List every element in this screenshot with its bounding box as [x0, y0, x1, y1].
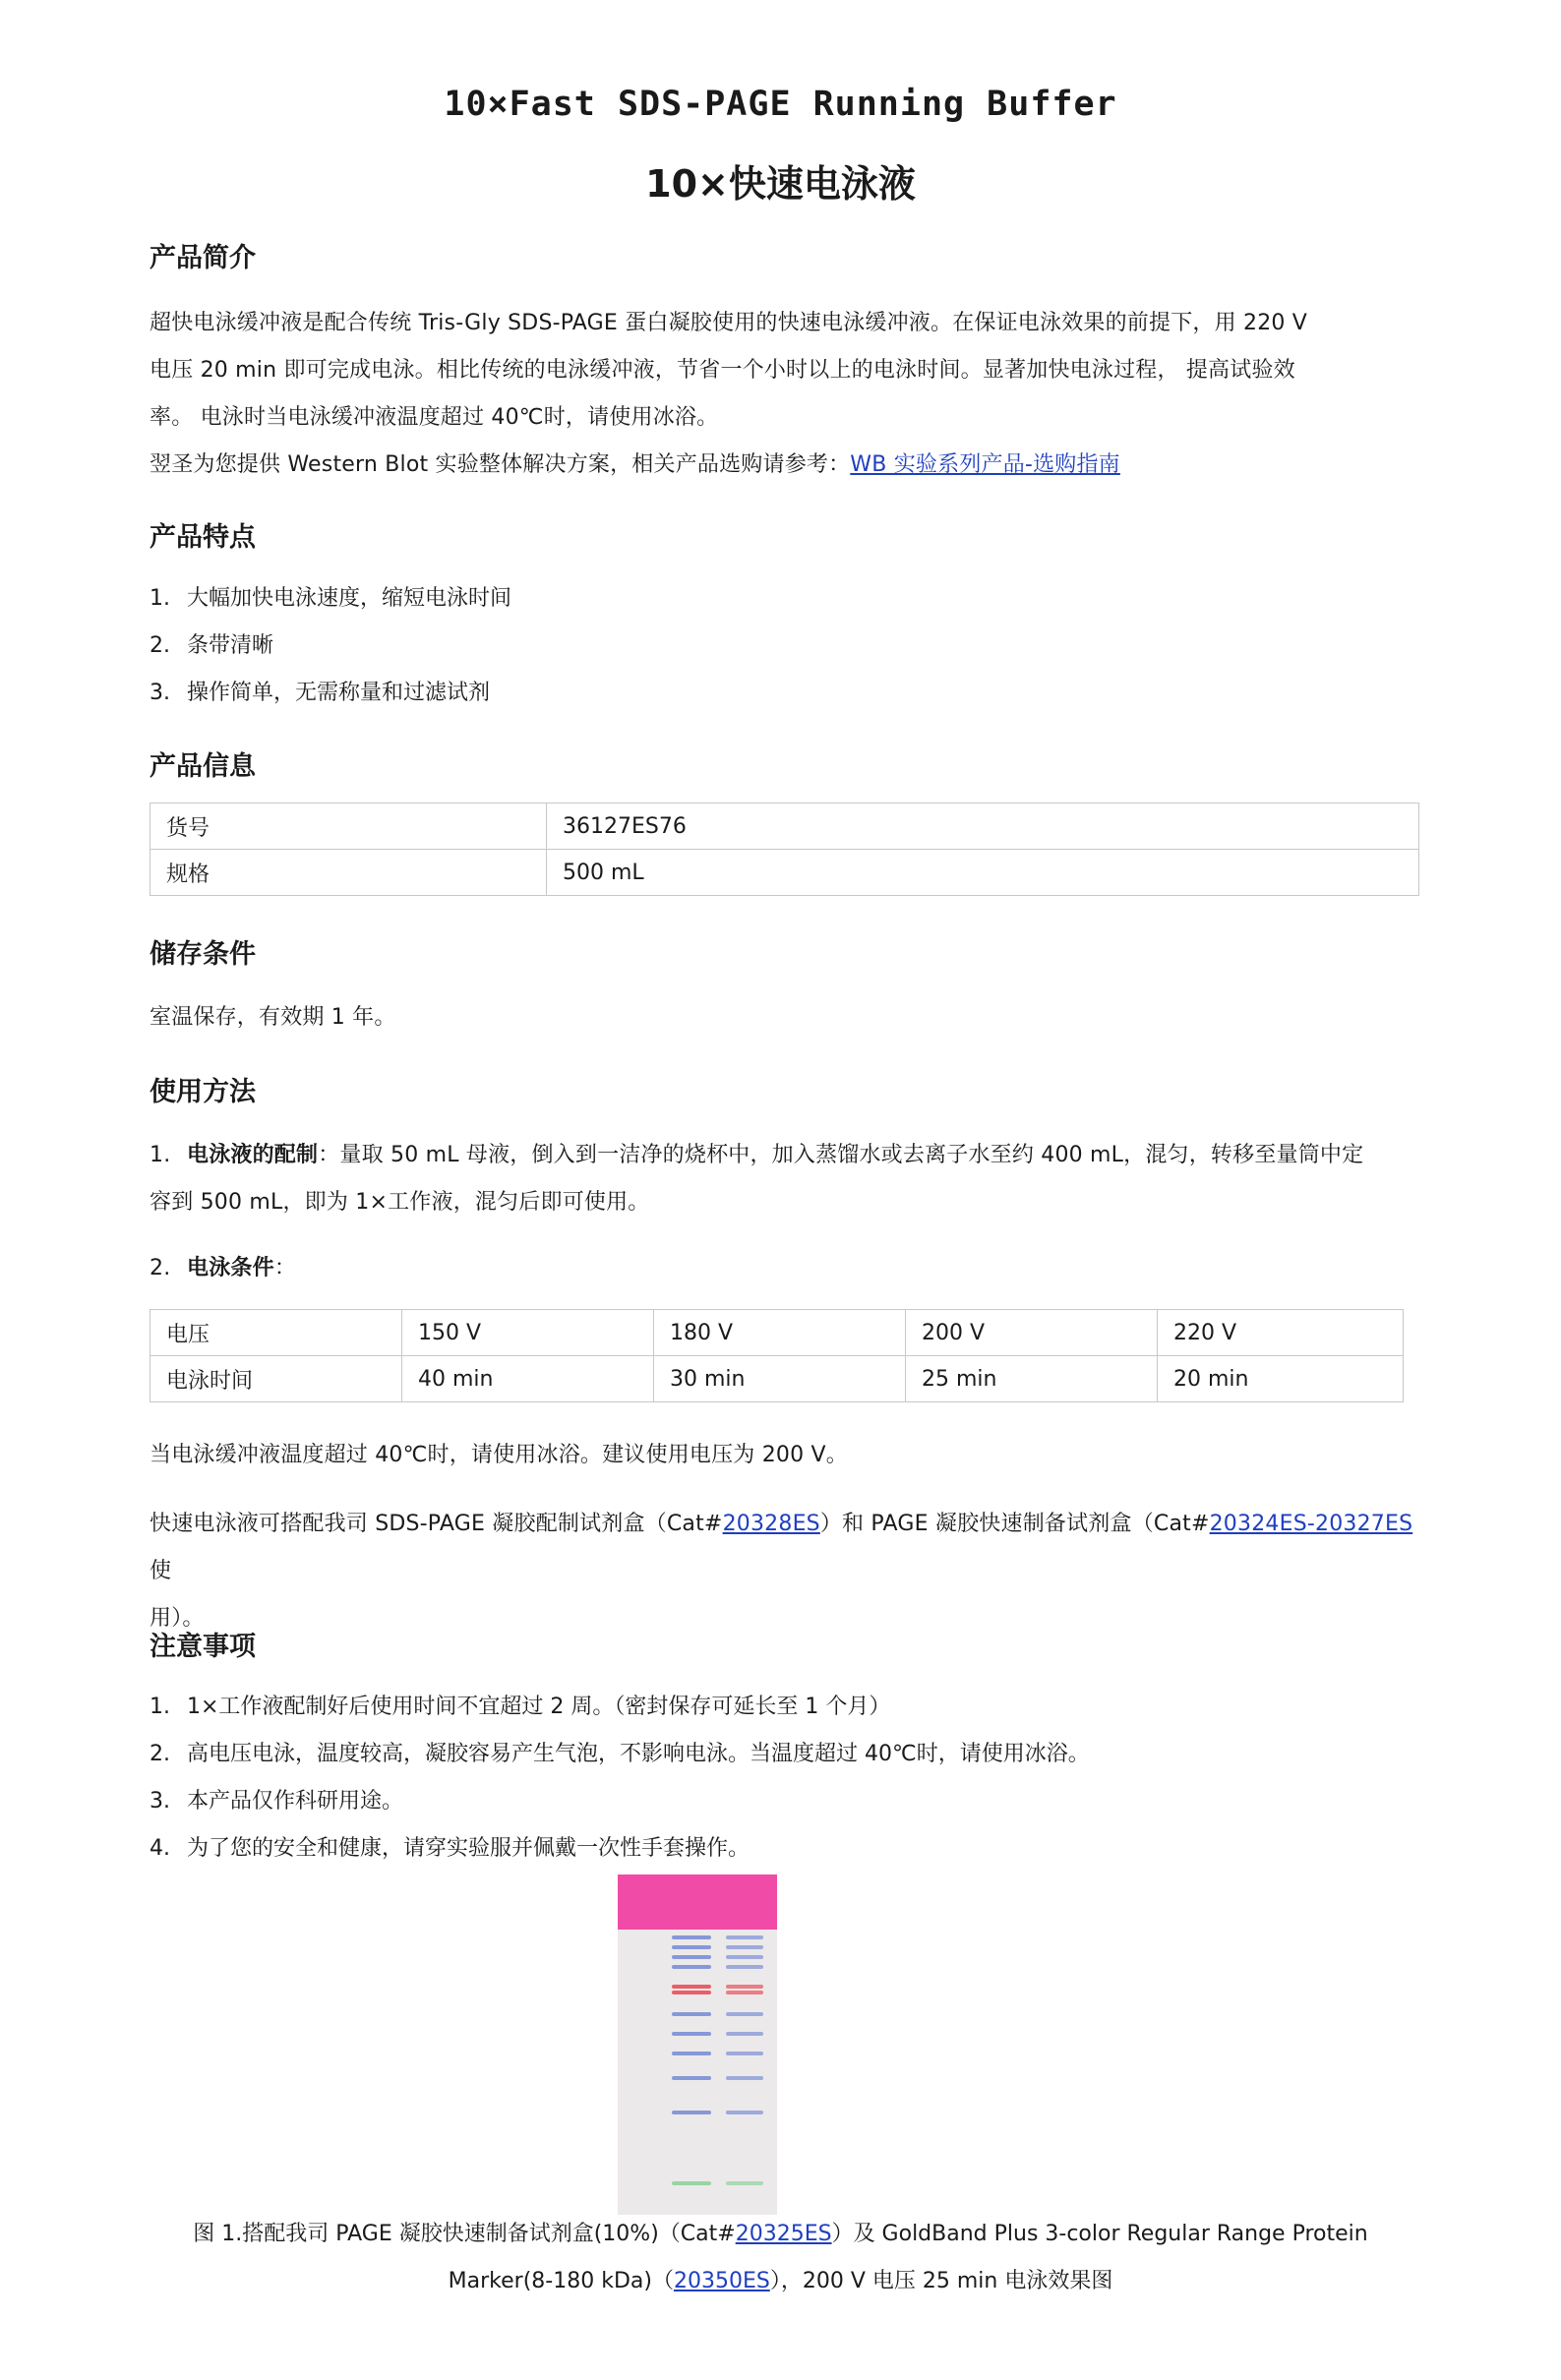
gel-band — [672, 2181, 711, 2185]
wb-guide-link[interactable]: WB 实验系列产品-选购指南 — [850, 452, 1120, 477]
table-cell: 电压 — [150, 1310, 402, 1356]
note-2-text-a: 快速电泳液可搭配我司 SDS-PAGE 凝胶配制试剂盒（Cat# — [150, 1512, 723, 1536]
caption-text-a: 图 1.搭配我司 PAGE 凝胶快速制备试剂盒(10%)（Cat# — [193, 2222, 736, 2246]
notes-text: 高电压电泳，温度较高，凝胶容易产生气泡，不影响电泳。当温度超过 40℃时，请使用冰浴。 — [187, 1742, 1090, 1766]
notes-num: 4. — [150, 1836, 170, 1861]
gel-band — [726, 2052, 763, 2055]
table-cell: 40 min — [402, 1356, 654, 1402]
gel-band — [726, 2032, 763, 2036]
heading-notes: 注意事项 — [150, 1632, 256, 1662]
notes-text: 1×工作液配制好后使用时间不宜超过 2 周。（密封保存可延长至 1 个月） — [187, 1695, 891, 1719]
heading-info: 产品信息 — [150, 751, 256, 782]
table-cell: 30 min — [654, 1356, 906, 1402]
heading-usage: 使用方法 — [150, 1077, 256, 1107]
usage-step-2 — [150, 1245, 1418, 1292]
notes-num: 1. — [150, 1695, 170, 1719]
cat-20325es-link[interactable]: 20325ES — [735, 2222, 832, 2246]
intro-line-4-text: 翌圣为您提供 Western Blot 实验整体解决方案，相关产品选购请参考： — [150, 452, 851, 477]
intro-paragraph — [150, 300, 1418, 489]
cat-20328es-link[interactable]: 20328ES — [722, 1512, 820, 1536]
step-1-title: 电泳液的配制 — [187, 1143, 319, 1167]
note-2-text-b: ）和 PAGE 凝胶快速制备试剂盒（Cat# — [819, 1512, 1210, 1536]
notes-text: 为了您的安全和健康，请穿实验服并佩戴一次性手套操作。 — [187, 1836, 750, 1861]
notes-num: 2. — [150, 1742, 170, 1766]
feature-item — [150, 630, 273, 662]
table-cell-value: 500 mL — [547, 850, 1419, 896]
gel-band — [726, 2076, 763, 2080]
caption-text-b: ）及 GoldBand Plus 3-color Regular Range Protein — [831, 2222, 1368, 2246]
table-row — [150, 803, 1419, 850]
gel-band — [672, 2076, 711, 2080]
notes-text: 本产品仅作科研用途。 — [187, 1789, 404, 1814]
title-english: 10×Fast SDS-PAGE Running Buffer — [444, 85, 1117, 124]
table-cell: 150 V — [402, 1310, 654, 1356]
step-2-colon: ： — [273, 1256, 297, 1280]
table-cell: 180 V — [654, 1310, 906, 1356]
gel-band — [726, 1985, 763, 1989]
gel-band — [672, 1955, 711, 1959]
cat-20324es-20327es-link[interactable]: 20324ES-20327ES — [1209, 1512, 1413, 1536]
title-chinese: 10×快速电泳液 — [645, 162, 916, 206]
gel-band — [672, 2052, 711, 2055]
feature-text: 大幅加快电泳速度，缩短电泳时间 — [187, 586, 512, 611]
gel-band — [672, 1935, 711, 1939]
table-cell: 220 V — [1158, 1310, 1404, 1356]
table-row — [150, 1356, 1404, 1402]
gel-band — [672, 2032, 711, 2036]
usage-note-2 — [150, 1501, 1418, 1642]
usage-note-1: 当电泳缓冲液温度超过 40℃时，请使用冰浴。建议使用电压为 200 V。 — [150, 1443, 848, 1467]
cat-20350es-link[interactable]: 20350ES — [673, 2269, 770, 2293]
storage-text: 室温保存，有效期 1 年。 — [150, 1005, 396, 1030]
step-1-text: ：量取 50 mL 母液，倒入到一洁净的烧杯中，加入蒸馏水或去离子水至约 400 mL，混匀，转移至量筒中定 — [318, 1143, 1364, 1167]
usage-step-1 — [150, 1132, 1418, 1226]
gel-band — [726, 1965, 763, 1969]
notes-item — [150, 1786, 403, 1817]
gel-band — [672, 1965, 711, 1969]
gel-band — [726, 1945, 763, 1949]
feature-num: 3. — [150, 681, 170, 705]
feature-item — [150, 678, 490, 709]
gel-band — [672, 1985, 711, 1989]
table-cell: 20 min — [1158, 1356, 1404, 1402]
gel-band — [672, 2012, 711, 2016]
table-row — [150, 1310, 1404, 1356]
gel-band — [726, 2012, 763, 2016]
product-info-table — [150, 803, 1419, 896]
usage-step-1-line-1 — [150, 1132, 1418, 1179]
usage-note-2-line-2: 用）。 — [150, 1606, 205, 1631]
table-row — [150, 850, 1419, 896]
heading-storage: 储存条件 — [150, 939, 256, 970]
step-2-title: 电泳条件 — [187, 1256, 274, 1280]
caption-text-d: ），200 V 电压 25 min 电泳效果图 — [769, 2269, 1113, 2293]
feature-num: 1. — [150, 586, 170, 611]
table-cell-label: 货号 — [150, 803, 547, 850]
feature-text: 操作简单，无需称量和过滤试剂 — [187, 681, 491, 705]
table-cell-value: 36127ES76 — [547, 803, 1419, 850]
heading-intro: 产品简介 — [150, 243, 256, 273]
running-conditions-table — [150, 1309, 1404, 1402]
notes-item — [150, 1692, 890, 1723]
intro-line-1: 超快电泳缓冲液是配合传统 Tris-Gly SDS-PAGE 蛋白凝胶使用的快速电泳缓冲液。在保证电泳效果的前提下，用 220 V — [150, 311, 1308, 335]
gel-band — [726, 2111, 763, 2114]
usage-note-2-line-1 — [150, 1501, 1418, 1595]
table-cell-label: 规格 — [150, 850, 547, 896]
feature-num: 2. — [150, 633, 170, 658]
intro-line-2: 电压 20 min 即可完成电泳。相比传统的电泳缓冲液，节省一个小时以上的电泳时间。显著加快电泳过程， 提高试验效 — [150, 358, 1295, 383]
table-cell: 200 V — [906, 1310, 1158, 1356]
gel-band — [726, 1991, 763, 1994]
dye-front — [618, 1874, 777, 1930]
gel-image — [618, 1874, 777, 2215]
note-2-text-c: 使 — [150, 1559, 172, 1583]
gel-band — [726, 1935, 763, 1939]
intro-line-4 — [150, 442, 1418, 489]
feature-item — [150, 583, 511, 615]
usage-step-1-line-2: 容到 500 mL，即为 1×工作液，混匀后即可使用。 — [150, 1190, 650, 1215]
feature-text: 条带清晰 — [187, 633, 274, 658]
gel-band — [726, 2181, 763, 2185]
gel-band — [726, 1955, 763, 1959]
step-num: 2. — [150, 1256, 171, 1280]
notes-item — [150, 1739, 1090, 1770]
caption-text-c: Marker(8-180 kDa)（ — [448, 2269, 674, 2293]
figure-caption-line-2 — [0, 2264, 1561, 2294]
heading-features: 产品特点 — [150, 522, 256, 553]
table-cell: 25 min — [906, 1356, 1158, 1402]
figure-caption-line-1 — [0, 2217, 1561, 2247]
notes-num: 3. — [150, 1789, 170, 1814]
gel-band — [672, 2111, 711, 2114]
gel-band — [672, 1945, 711, 1949]
notes-item — [150, 1833, 750, 1865]
gel-band — [672, 1991, 711, 1994]
intro-line-3: 率。 电泳时当电泳缓冲液温度超过 40℃时，请使用冰浴。 — [150, 405, 719, 430]
step-num: 1. — [150, 1143, 171, 1167]
table-cell: 电泳时间 — [150, 1356, 402, 1402]
